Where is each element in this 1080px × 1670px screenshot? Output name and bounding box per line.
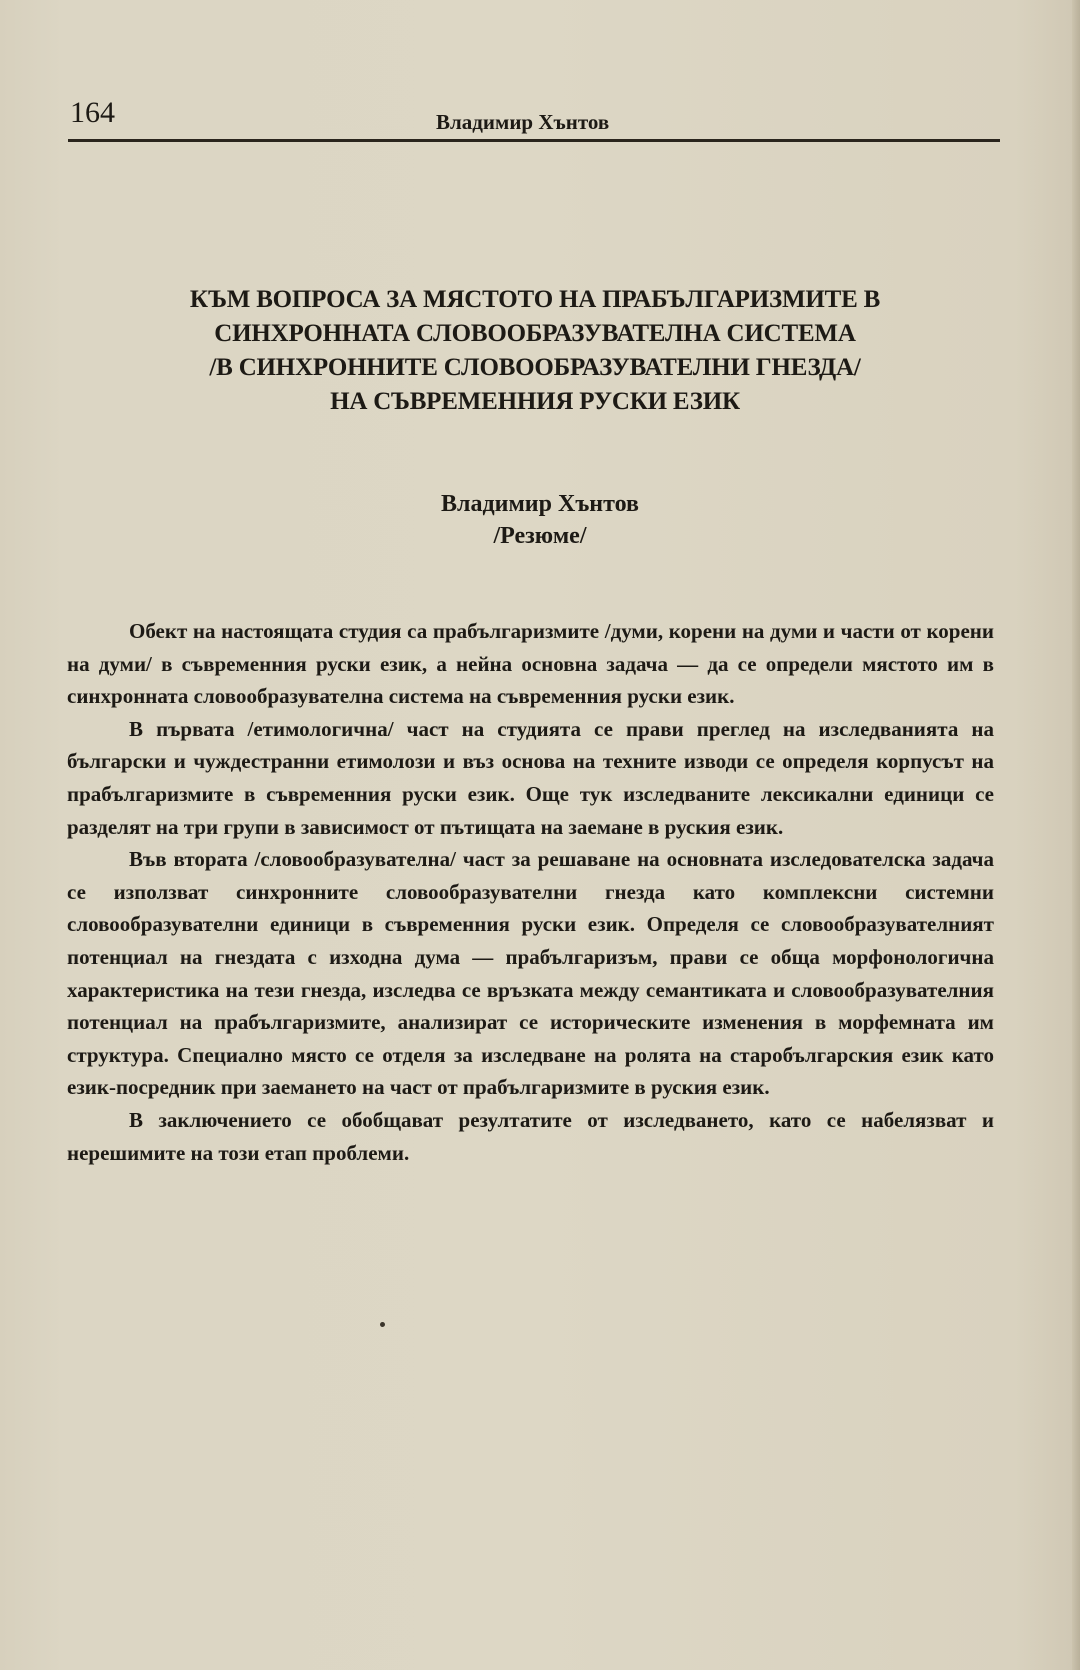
title-line: НА СЪВРЕМЕННИЯ РУСКИ ЕЗИК xyxy=(330,388,740,415)
abstract-paragraph: В заключението се обобщават резултатите от изследването, като се набелязват и нерешимите на този етап проблеми. xyxy=(67,1107,994,1165)
abstract-label: /Резюме/ xyxy=(493,523,587,549)
author-block xyxy=(340,488,740,552)
abstract-body xyxy=(67,615,994,1169)
page-header xyxy=(68,96,1000,144)
header-rule xyxy=(68,139,1000,142)
author-name: Владимир Хънтов xyxy=(441,491,639,517)
article-title xyxy=(110,283,960,419)
abstract-paragraph: В първата /етимологична/ част на студията се прави преглед на изследванията на български и чуждестранни етимолози и въз основа на техните изводи се определя корпусът на прабългаризмите в съвременния руски език. Още тук изследваните лексикални единици се разделят на три групи в зависимост от пътищата на заемане в руския език. xyxy=(67,716,994,839)
title-line: /В СИНХРОННИТЕ СЛОВООБРАЗУВАТЕЛНИ ГНЕЗДА/ xyxy=(209,354,861,381)
title-line: СИНХРОННАТА СЛОВООБРАЗУВАТЕЛНА СИСТЕМА xyxy=(214,320,856,347)
page-number: 164 xyxy=(70,96,115,129)
ink-speck xyxy=(380,1322,385,1327)
page-edge xyxy=(1072,0,1080,1670)
title-line: КЪМ ВОПРОСА ЗА МЯСТОТО НА ПРАБЪЛГАРИЗМИТЕ В xyxy=(189,286,881,313)
running-title: Владимир Хънтов xyxy=(436,110,610,134)
abstract-paragraph: Обект на настоящата студия са прабългаризмите /думи, корени на думи и части от корени на думи/ в съвременния руски език, а нейна основна задача — да се определи мястото им в синхронната словообразувателна система на съвременния руски език. xyxy=(67,619,994,709)
abstract-paragraph: Във втората /словообразувателна/ част за решаване на основната изследователска задача се използват синхронните словообразувателни гнезда като комплексни системни словообразувателни единици в съвременния руски език. Определя се словообразувателният потенциал на гнездата с изходна дума — прабългаризъм, прави се обща морфонологична характеристика на тези гнезда, изследва се връзката между семантиката и словообразувателния потенциал на прабългаризмите, анализират се историческите изменения в морфемната им структура. Специално място се отделя за изследване на ролята на старобългарския език като език-посредник при заемането на част от прабългаризмите в руския език. xyxy=(67,847,994,1100)
